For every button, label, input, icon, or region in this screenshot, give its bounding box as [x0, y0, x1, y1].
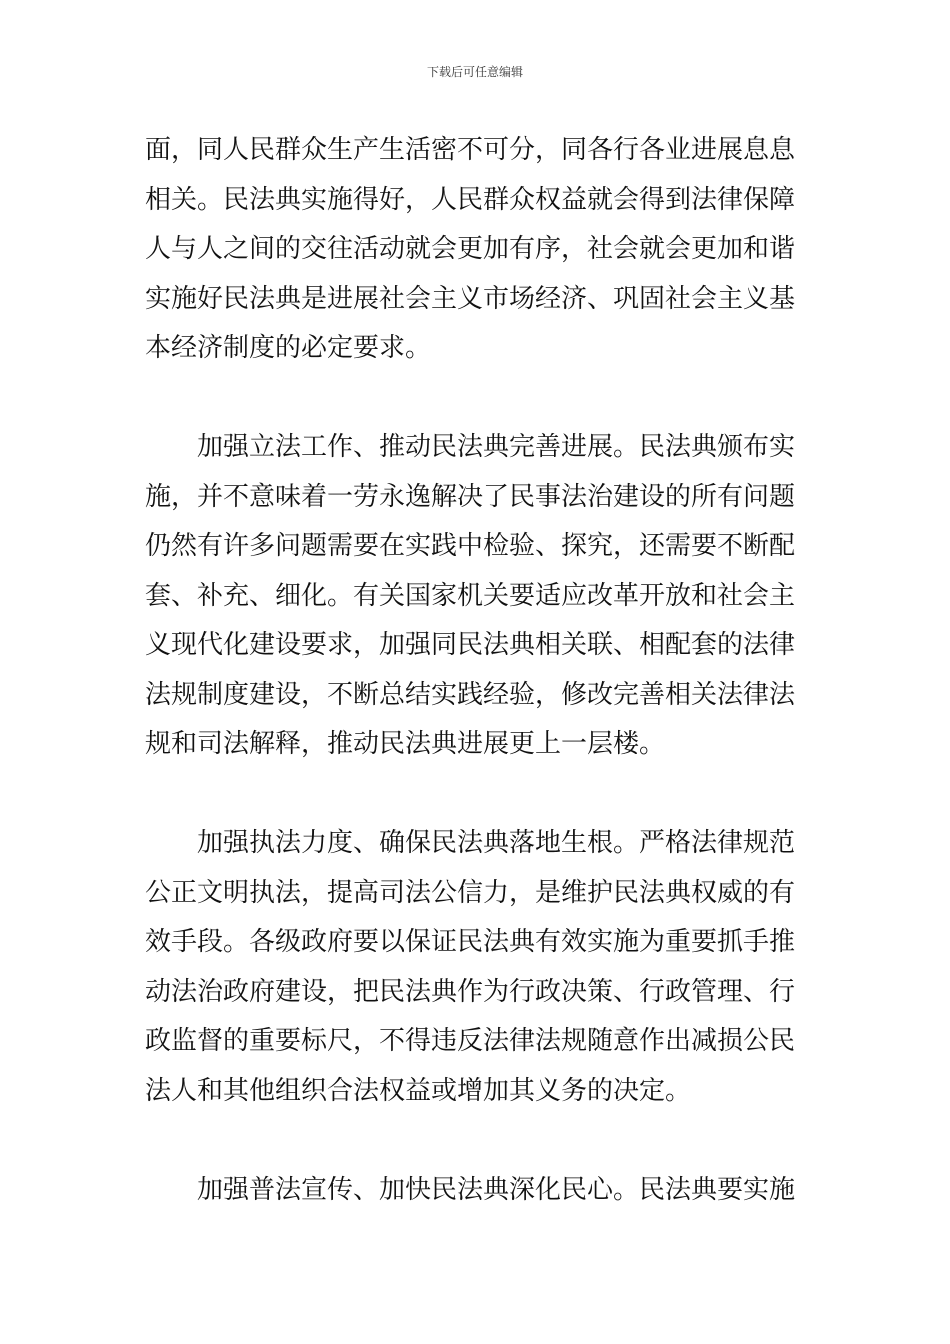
- document-body: [145, 126, 805, 1215]
- text-line: 相关。民法典实施得好，人民群众权益就会得到法律保障: [145, 184, 796, 215]
- text-line: 动法治政府建设，把民法典作为行政决策、行政管理、行: [145, 976, 796, 1007]
- text-line: 加强普法宣传、加快民法典深化民心。民法典要实施: [197, 1174, 796, 1205]
- text-line: 加强执法力度、确保民法典落地生根。严格法律规范: [197, 828, 796, 858]
- text-line: 施，并不意味着一劳永逸解决了民事法治建设的所有问题: [145, 481, 796, 512]
- paragraph-1: [145, 126, 805, 374]
- text-line: 面，同人民群众生产生活密不可分，同各行各业进展息息: [145, 135, 796, 165]
- page-header: 下载后可任意编辑: [426, 65, 523, 79]
- text-line: 本经济制度的必定要求。: [145, 333, 432, 363]
- text-line: 法规制度建设，不断总结实践经验，修改完善相关法律法: [145, 679, 796, 710]
- paragraph-4: [145, 1166, 805, 1216]
- text-line: 效手段。各级政府要以保证民法典有效实施为重要抓手推: [145, 927, 796, 957]
- text-line: 加强立法工作、推动民法典完善进展。民法典颁布实: [197, 432, 796, 462]
- paragraph-2: [145, 423, 805, 770]
- text-line: 人与人之间的交往活动就会更加有序，社会就会更加和谐: [145, 234, 796, 264]
- text-line: 公正文明执法，提高司法公信力，是维护民法典权威的有: [145, 877, 796, 908]
- text-line: 法人和其他组织合法权益或增加其义务的决定。: [145, 1075, 692, 1106]
- text-line: 规和司法解释，推动民法典进展更上一层楼。: [145, 729, 666, 759]
- text-line: 仍然有许多问题需要在实践中检验、探究，还需要不断配: [145, 531, 796, 561]
- text-line: 套、补充、细化。有关国家机关要适应改革开放和社会主: [145, 580, 796, 611]
- text-line: 义现代化建设要求，加强同民法典相关联、相配套的法律: [145, 630, 796, 660]
- paragraph-3: [145, 819, 805, 1116]
- text-line: 政监督的重要标尺，不得违反法律法规随意作出减损公民: [145, 1026, 796, 1056]
- text-line: 实施好民法典是进展社会主义市场经济、巩固社会主义基: [145, 283, 796, 314]
